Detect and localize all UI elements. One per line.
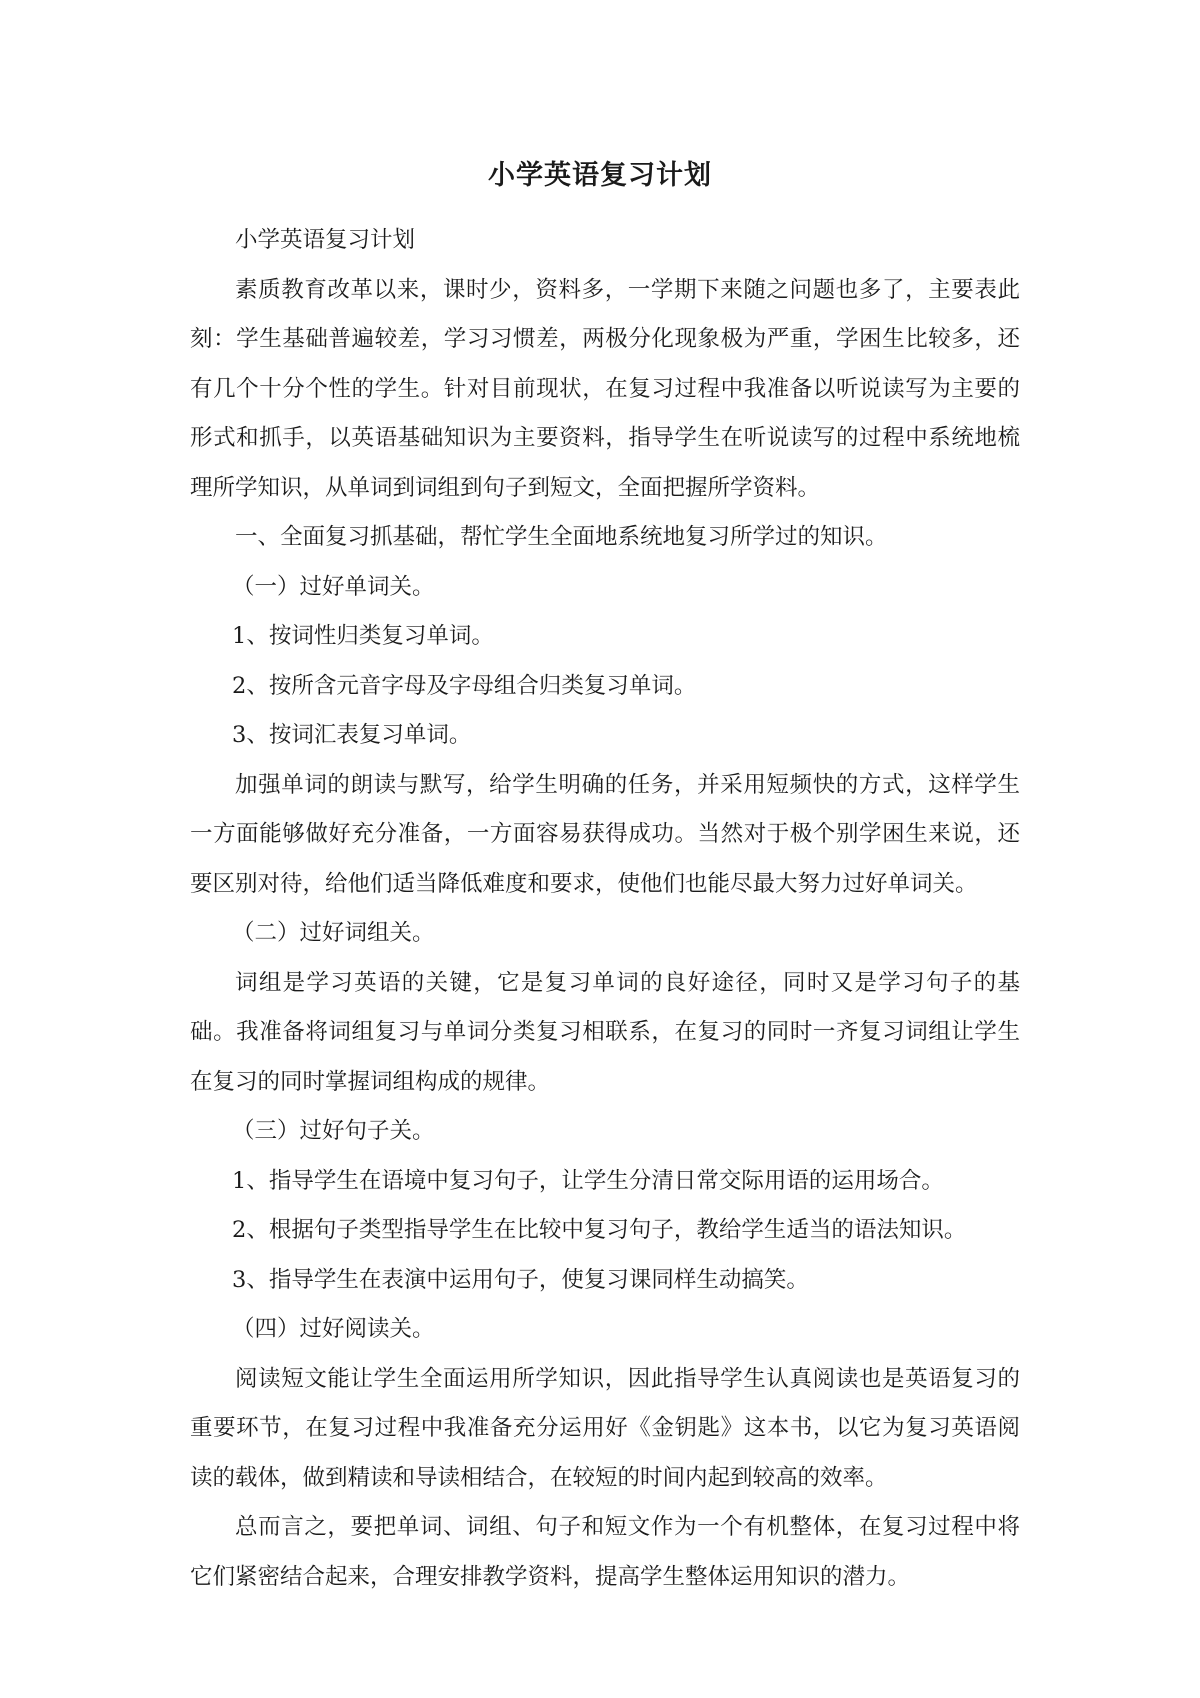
subsection-heading-reading: （四）过好阅读关。 (232, 1316, 435, 1342)
phrases-paragraph: 词组是学习英语的关键，它是复习单词的良好途径，同时又是学习句子的基础。我准备将词组复习与单词分类复习相联系，在复习的同时一齐复习词组让学生在复习的同时掌握词组构成的规律。 (190, 969, 1020, 1095)
list-item: 1、按词性归类复习单词。 (232, 623, 494, 649)
list-item: 2、按所含元音字母及字母组合归类复习单词。 (232, 672, 697, 699)
subsection-heading-sentences: （三）过好句子关。 (232, 1118, 435, 1144)
conclusion-paragraph: 总而言之，要把单词、词组、句子和短文作为一个有机整体，在复习过程中将它们紧密结合起来，合理安排教学资料，提高学生整体运用知识的潜力。 (190, 1514, 1020, 1590)
subsection-heading-words: （一）过好单词关。 (232, 573, 435, 600)
intro-paragraph: 素质教育改革以来，课时少，资料多，一学期下来随之问题也多了，主要表此刻：学生基础普遍较差，学习习惯差，两极分化现象极为严重，学困生比较多，还有几个十分个性的学生。针对目前现状，在复习过程中我准备以听说读写为主要的形式和抓手，以英语基础知识为主要资料，指导学生在听说读写的过程中系统地梳理所学知识，从单词到词组到句子到短文，全面把握所学资料。 (190, 276, 1020, 501)
words-paragraph: 加强单词的朗读与默写，给学生明确的任务，并采用短频快的方式，这样学生一方面能够做好充分准备，一方面容易获得成功。当然对于极个别学困生来说，还要区别对待，给他们适当降低难度和要求，使他们也能尽最大努力过好单词关。 (190, 771, 1020, 897)
list-item: 3、指导学生在表演中运用句子，使复习课同样生动搞笑。 (232, 1266, 809, 1293)
section-heading-1: 一、全面复习抓基础，帮忙学生全面地系统地复习所学过的知识。 (235, 524, 888, 550)
subsection-heading-phrases: （二）过好词组关。 (232, 920, 435, 946)
list-item: 1、指导学生在语境中复习句子，让学生分清日常交际用语的运用场合。 (232, 1167, 944, 1194)
subtitle-paragraph: 小学英语复习计划 (235, 227, 416, 253)
reading-paragraph: 阅读短文能让学生全面运用所学知识，因此指导学生认真阅读也是英语复习的重要环节，在复习过程中我准备充分运用好《金钥匙》这本书，以它为复习英语阅读的载体，做到精读和导读相结合，在较短的时间内起到较高的效率。 (190, 1365, 1020, 1491)
document-title: 小学英语复习计划 (488, 160, 712, 191)
list-item: 3、按词汇表复习单词。 (232, 722, 472, 748)
list-item: 2、根据句子类型指导学生在比较中复习句子，教给学生适当的语法知识。 (232, 1217, 967, 1243)
document-body (190, 216, 1020, 1602)
